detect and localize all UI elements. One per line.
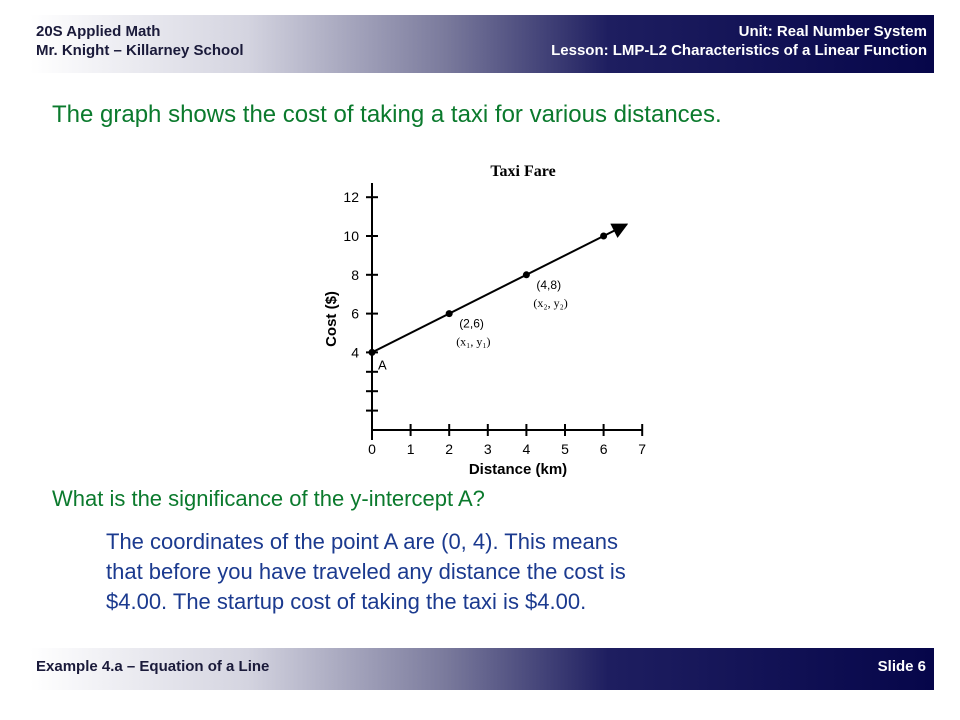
y-tick-label: 12: [343, 189, 359, 206]
chart-title: Taxi Fare: [490, 163, 556, 180]
answer-line: The coordinates of the point A are (0, 4). This means: [106, 529, 618, 554]
lesson-info: [551, 22, 927, 60]
x-tick-label: 4: [522, 441, 531, 457]
unit-title: Unit: Real Number System: [738, 23, 927, 40]
x-tick-label: 5: [561, 441, 569, 457]
intro-text: The graph shows the cost of taking a taxi for various distances.: [52, 101, 722, 128]
fare-line: [372, 224, 627, 352]
x-tick-label: 0: [368, 441, 376, 457]
x-tick-label: 1: [406, 441, 415, 457]
x-tick-label: 3: [483, 441, 492, 457]
x-axis-label: Distance (km): [468, 461, 568, 478]
slide-number: Slide 6: [877, 658, 926, 675]
data-point: [523, 271, 530, 278]
course-name: 20S Applied Math: [36, 23, 161, 40]
example-label: Example 4.a – Equation of a Line: [36, 658, 270, 675]
data-point: [446, 310, 453, 317]
question-text: What is the significance of the y-intercept A?: [52, 486, 485, 511]
point-subscript-label: (x₁, y₁): [456, 334, 491, 349]
x-tick-label: 6: [599, 441, 608, 457]
x-tick-label: 7: [638, 441, 647, 457]
y-tick-label: 4: [351, 344, 359, 361]
lesson-title: Lesson: LMP-L2 Characteristics of a Linear Function: [551, 42, 927, 59]
answer-text: [106, 527, 756, 617]
answer-line: $4.00. The startup cost of taking the taxi is $4.00.: [106, 589, 587, 614]
teacher-school: Mr. Knight – Killarney School: [36, 42, 244, 59]
intercept-label: A: [378, 357, 387, 373]
point-label: (4,8): [536, 277, 562, 292]
data-point: [600, 233, 607, 240]
point-label: (2,6): [459, 316, 484, 331]
course-info: [36, 22, 244, 60]
footer-bar: [30, 648, 934, 690]
point-subscript-label: (x₂, y₂): [533, 295, 568, 310]
data-point: [369, 349, 376, 356]
taxi-fare-chart: [300, 145, 700, 480]
answer-line: that before you have traveled any distance the cost is: [106, 559, 626, 584]
y-tick-label: 10: [343, 228, 359, 244]
header-bar: [30, 15, 934, 73]
y-tick-label: 6: [351, 305, 359, 322]
y-axis-label: Cost ($): [323, 291, 340, 347]
y-tick-label: 8: [351, 266, 359, 283]
x-tick-label: 2: [445, 441, 454, 457]
